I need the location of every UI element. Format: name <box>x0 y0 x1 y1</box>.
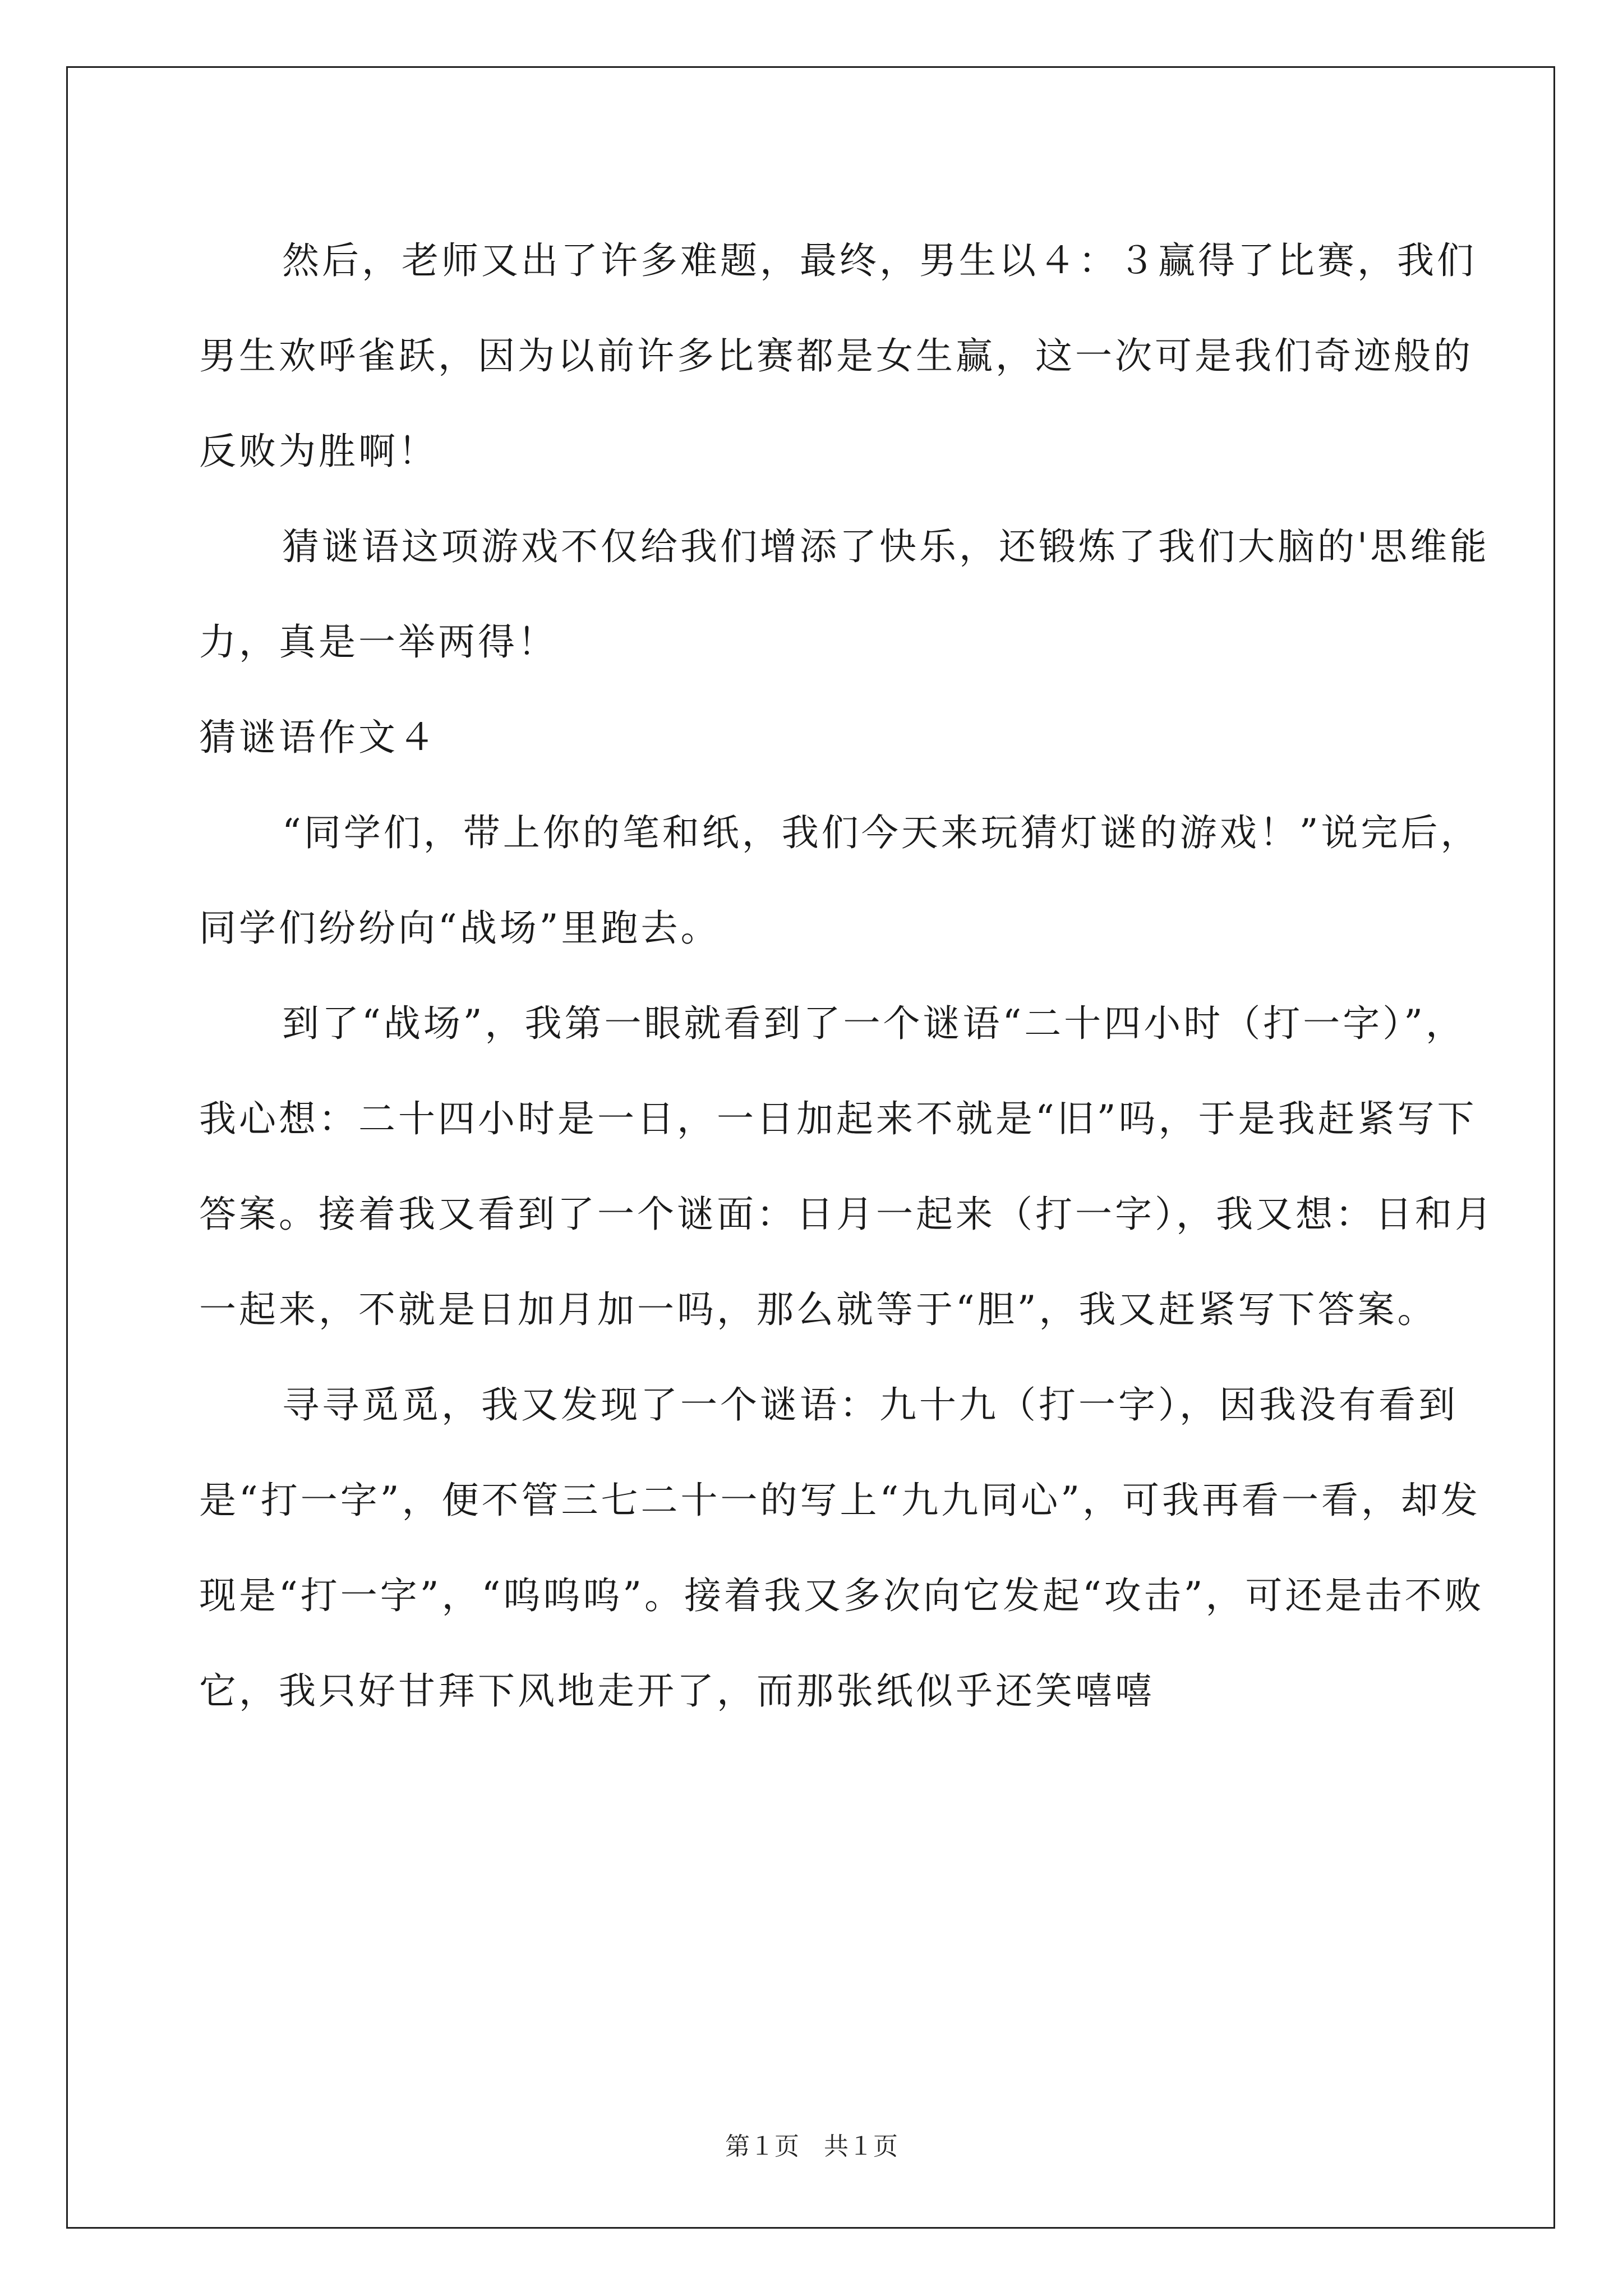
paragraph-4: 到了“战场”，我第一眼就看到了一个谜语“二十四小时（打一字）”，我心想：二十四小时是一日，一日加起来不就是“旧”吗，于是我赶紧写下答案。接着我又看到了一个谜面：日月一起来（打一字），我又想：日和月一起来，不就是日加月加一吗，那么就等于“胆”，我又赶紧写下答案。 <box>199 1002 1495 1331</box>
paragraph-5: 寻寻觅觅，我又发现了一个谜语：九十九（打一字），因我没有看到是“打一字”，便不管三七二十一的写上“九九同心”，可我再看一看，却发现是“打一字”，“呜呜呜”。接着我又多次向它发起“攻击”，可还是击不败它，我只好甘拜下风地走开了，而那张纸似乎还笑嘻嘻 <box>199 1383 1484 1713</box>
section-heading: 猜谜语作文４ <box>199 716 438 759</box>
paragraph-3: “同学们，带上你的笔和纸，我们今天来玩猜灯谜的游戏！”说完后，同学们纷纷向“战场”里跑去。 <box>199 811 1481 950</box>
page-number-footer: 第１页 共１页 <box>725 2133 898 2160</box>
document-body <box>199 213 1495 1739</box>
paragraph-1: 然后，老师又出了许多难题，最终，男生以４：３赢得了比赛，我们男生欢呼雀跃，因为以前许多比赛都是女生赢，这一次可是我们奇迹般的反败为胜啊！ <box>199 239 1477 473</box>
paragraph-2: 猜谜语这项游戏不仅给我们增添了快乐，还锻炼了我们大脑的'思维能力，真是一举两得！ <box>199 525 1490 664</box>
